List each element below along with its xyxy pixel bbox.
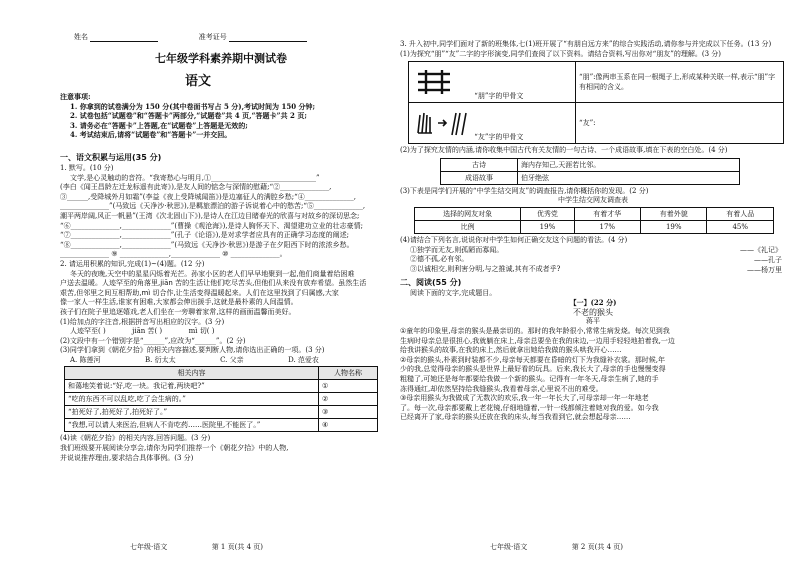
glyph-cell-you (409, 103, 576, 144)
q2-options (60, 356, 384, 366)
q1-line: 文学,是心灵触动的音符。“我寄愁心与明月,①______________________________” (70, 173, 320, 182)
passage-line: ②母亲的猴头,朴素到时装都不少,母亲每天都要在昏暗的灯下为我缝补衣裳。那时候,年 (400, 355, 665, 364)
table-header: 相关内容 (65, 367, 319, 380)
fill-item[interactable]: mì 切( ) (188, 327, 215, 336)
quote: ③以诚相交,则利害分明,与之推诚,其有不成者乎? (410, 264, 561, 273)
passage-head: 【一】(22 分) (569, 298, 617, 308)
q2-passage: 孩子们在院子里追逐嬉戏,老人们坐在一旁聊着家常,这样的画面温馨而美好。 (60, 307, 296, 316)
table-cell[interactable]: ② (319, 393, 378, 406)
fill-item[interactable]: 人迹罕至( ) (70, 327, 106, 336)
passage-line: 生病时母亲总是很担心,我就躺在床上,母亲总要坐在我的床边,一边用手轻轻地拍着我,一边 (400, 336, 675, 345)
q1-line: 潮平两岸阔,风正一帆悬”(王湾《次北固山下》),是诗人在江边目睹春光的欣喜与对故乡的深切思念; (60, 211, 360, 220)
passage-author: 蒋平 (586, 317, 600, 326)
table-cell[interactable]: ④ (319, 419, 378, 432)
part1-heading: 一、语文积累与运用(35 分) (60, 153, 162, 162)
table-cell[interactable]: 海内存知己,天涯若比邻。 (518, 158, 740, 171)
notice (60, 92, 380, 140)
footer-subject: 七年级·语文 (130, 543, 168, 551)
q2-passage: 冬天的夜晚,天空中的星星闪烁着光芒。孙家小区的老人们早早地聚到一起,他们商量着给困难 (70, 269, 355, 278)
table-cell: “我想,可以请人来医治,但病人不肯吃药……医院里,不能医了。” (65, 419, 319, 432)
q1-line: ③______,受降城外月如霜”(李益《夜上受降城闻笛》)是边塞征人的满腔乡愁;“④______________, (60, 192, 356, 201)
table-row (65, 406, 378, 419)
q2-label: 2. 请运用积累的知识,完成(1)~(4)题。(12 分) (60, 259, 205, 268)
q2-sub3: (3)同学们拿到《朝花夕拾》的相关内容描述,要判断人物,请你选出正确的一项。(3 分) (60, 346, 325, 355)
glyph1-text: “朋”:像两串玉系在同一根绳子上,形成某种关联一样,表示“朋”字有相同的含义。 (576, 62, 784, 103)
quote-author: ——孔子 (754, 255, 782, 264)
q1-line: ______________ ⑨ ______________,______________ ⑩ ______________。 (60, 250, 287, 259)
passage-line: ①童年的印象里,母亲的猴头是最亲切的。那时的我年龄很小,常常生病发烧。每次见到我 (400, 326, 670, 335)
fill-item[interactable]: jiān 苦( ) (132, 327, 163, 336)
passage-line: 给我讲猴头的故事,在我的床上,然后就拿出她给我做的猴头哄我开心…… (400, 346, 622, 355)
glyph2-label: “友”字的甲骨文 (474, 132, 524, 141)
passage-line: ③母亲用猴头为我做成了无数次的欢乐,我一年一年长大了,可母亲却一年一年地老 (400, 394, 649, 403)
q2-passage: 艰苦,但邻里之间互相帮助,mì 切合作,让生活变得温暖起来。人们在这里找到了归属感,大家 (60, 288, 339, 297)
q3-block (400, 40, 786, 423)
survey-cell: 17% (574, 220, 640, 233)
q2-sub4-line: 并说说推荐理由,要求结合具体事例。(3 分) (60, 453, 194, 462)
survey-header: 优秀党 (521, 207, 574, 220)
exam-no-label: 准考证号 (198, 33, 227, 41)
q1-line: “⑦______________,______________”(孔子《论语》),是对求学者应具有的正确学习态度的阐述; (60, 231, 349, 240)
table-cell: 成语故事 (441, 171, 518, 184)
q1-line: ______________”(马致远《天净沙·秋思》),是羁旅漂泊的游子诉说着心中的愁苦;“⑤______________, (60, 202, 366, 211)
header-fields (74, 32, 307, 42)
table-header: 人物名称 (319, 367, 378, 380)
footer-right (490, 542, 623, 552)
table-row (65, 419, 378, 432)
survey-table (414, 207, 774, 234)
passage-line: 粗糙了,可她还是每年都要给我做一个新的猴头。记得有一年冬天,母亲生病了,她的手 (400, 374, 659, 383)
quote-author: ——杨万里 (747, 265, 782, 274)
footer-subject: 七年级·语文 (490, 543, 528, 551)
q3-sub3: (3)下表是同学们开展的“中学生结交网友”的调查报告,请你概括你的发现。(2 分) (400, 186, 649, 195)
page-right (400, 0, 788, 561)
q2-sub4: (4)读《朝花夕拾》的相关内容,回答问题。(3 分) (60, 434, 211, 443)
glyph2-text[interactable]: “友”: (576, 103, 784, 144)
passage-line: 少的我,总觉得母亲的猴头是世界上最好看的玩具。后来,我长大了,母亲的手也慢慢变得 (400, 365, 666, 374)
glyph-box (408, 61, 784, 144)
table-row (65, 393, 378, 406)
option-b[interactable]: B. 衍太太 (144, 355, 176, 364)
part2-note: 阅读下面的文字,完成题目。 (410, 288, 497, 297)
q3-sub1: (1)为探究“朋”“友”二字的字形演变,同学们查阅了以下资料。请结合资料,写出你对“朋友”的理解。(3 分) (400, 49, 721, 58)
subject-title: 语文 (185, 74, 212, 89)
q2-passage: 户送去温暖。人迹罕至的角落里,jiān 苦的生活让他们吃尽苦头,但他们从来没有放弃希望。虽然生活 (60, 279, 367, 288)
quote: ①独学而无友,则孤陋而寡闻。 (410, 245, 504, 254)
q3-sub2: (2)为了探究友情的内涵,请你收集中国古代有关友情的一句古诗、一个成语故事,填在下表的空白处。(4 分) (400, 146, 728, 155)
peng-oracle-icon (412, 64, 472, 98)
table-cell: “吃的东西不可以乱吃,吃了会生病的。” (65, 393, 319, 406)
character-table (64, 366, 378, 432)
you-oracle-icon (412, 105, 472, 139)
notice-item: 1. 你拿到的试卷满分为 150 分(其中卷面书写占 5 分),考试时间为 150 分钟; (70, 101, 316, 111)
table-row (65, 380, 378, 393)
name-field[interactable] (90, 33, 158, 42)
q1-line: “⑥______________,______________”(曹操《观沧海》),是诗人胸怀天下、渴望建功立业的壮志豪情; (60, 221, 363, 230)
survey-header: 有着外貌 (641, 207, 707, 220)
exam-title: 七年级学科素养期中测试卷 (155, 52, 287, 65)
footer-page: 第 1 页(共 4 页) (211, 543, 263, 551)
glyph1-label: “朋”字的甲骨文 (474, 91, 524, 100)
survey-cell: 19% (521, 220, 574, 233)
q2-sub4-line: 我们班级要开展阅读分享会,请你为同学们推荐一个《朝花夕拾》中的人物, (60, 444, 289, 453)
q2-sub2: (2)文段中有一个错别字是“______”,应改为“______”。(2 分) (60, 336, 246, 345)
quotes (400, 246, 786, 275)
footer-left (130, 542, 263, 552)
survey-cell: 比例 (415, 220, 521, 233)
survey-header: 选择的网友对象 (415, 207, 521, 220)
q3-sub4: (4)请结合下列名言,说说你对中学生如何正确交友这个问题的看法。(4 分) (400, 235, 628, 244)
survey-cell: 19% (641, 220, 707, 233)
survey-cell: 45% (707, 220, 774, 233)
table-cell: 和蔼地笑着说:“好,吃一块。我记着,两块吧?” (65, 380, 319, 393)
q1-line: “⑧______________,______________”(马致远《天净沙·秋思》)是游子在夕阳西下时的浓浓乡愁。 (60, 240, 354, 249)
notice-item: 3. 请务必在“答题卡”上答题,在“试题卷”上答题是无效的; (70, 120, 248, 130)
survey-header: 有着人品 (707, 207, 774, 220)
page-left (0, 0, 388, 561)
quote-author: ——《礼记》 (740, 245, 782, 254)
q1-label: 1. 默写。(10 分) (60, 164, 114, 172)
part1 (60, 150, 384, 463)
q2-fill-row (60, 327, 384, 337)
quote: ②德不孤,必有邻。 (410, 255, 469, 264)
table-cell[interactable]: ① (319, 380, 378, 393)
table-cell[interactable]: 伯牙绝弦 (518, 171, 740, 184)
passage-line: 已经离开了家,母亲的猴头还放在我的床头,每当我看到它,就会想起母亲…… (400, 413, 631, 422)
table-cell: “拍死好了,拍死好了,拍死好了。” (65, 406, 319, 419)
survey-title: 中学生结交网友调查表 (558, 196, 628, 205)
q3-intro: 3. 升入初中,同学们面对了新的班集体,七(1)班开展了“有朋自远方来”的综合实践活动,请你参与并完成以下任务。(13 分) (400, 40, 772, 48)
glyph-cell-peng (409, 62, 576, 103)
name-label: 姓名 (74, 33, 88, 41)
notice-item: 4. 考试结束后,请将“试题卷”和“答题卡”一并交回。 (70, 130, 232, 140)
notice-heading: 注意事项: (60, 92, 91, 101)
passage-title: 不老的猴头 (573, 307, 613, 317)
option-a[interactable]: A. 陈莲河 (70, 355, 101, 364)
notice-item: 2. 试卷包括“试题卷”和“答题卡”两部分,“试题卷”共 4 页,“答题卡”共 2 页; (70, 111, 307, 121)
survey-header: 有着才华 (574, 207, 640, 220)
q2-passage: 像一家人一样生活,谁家有困难,大家都会伸出援手,这就是最朴素的人间温情。 (60, 298, 298, 307)
option-d[interactable]: D. 范爱农 (288, 355, 319, 364)
q2-sub1: (1)给加点的字注音,根据拼音写出相应的汉字。(3 分) (60, 317, 225, 326)
table-cell: 古诗 (441, 158, 518, 171)
option-c[interactable]: C. 父亲 (220, 355, 244, 364)
passage-line: 了。每一次,母亲都要戴上老花镜,仔细地缝着,一针一线都倾注着她对我的爱。如今我 (400, 403, 659, 412)
q1-line: (李白《闻王昌龄左迁龙标遥有此寄》),是友人间的惦念与深情的慰藉;“②______________, (60, 183, 332, 192)
part2-heading: 二、阅读(55 分) (400, 277, 462, 287)
passage-line: 冻得通红,却依然坚持给我缝猴头,我看着母亲,心里说不出的难受。 (400, 384, 603, 393)
footer-page: 第 2 页(共 4 页) (571, 543, 623, 551)
exam-no-field[interactable] (229, 33, 307, 42)
friendship-table (440, 158, 740, 185)
table-cell[interactable]: ③ (319, 406, 378, 419)
